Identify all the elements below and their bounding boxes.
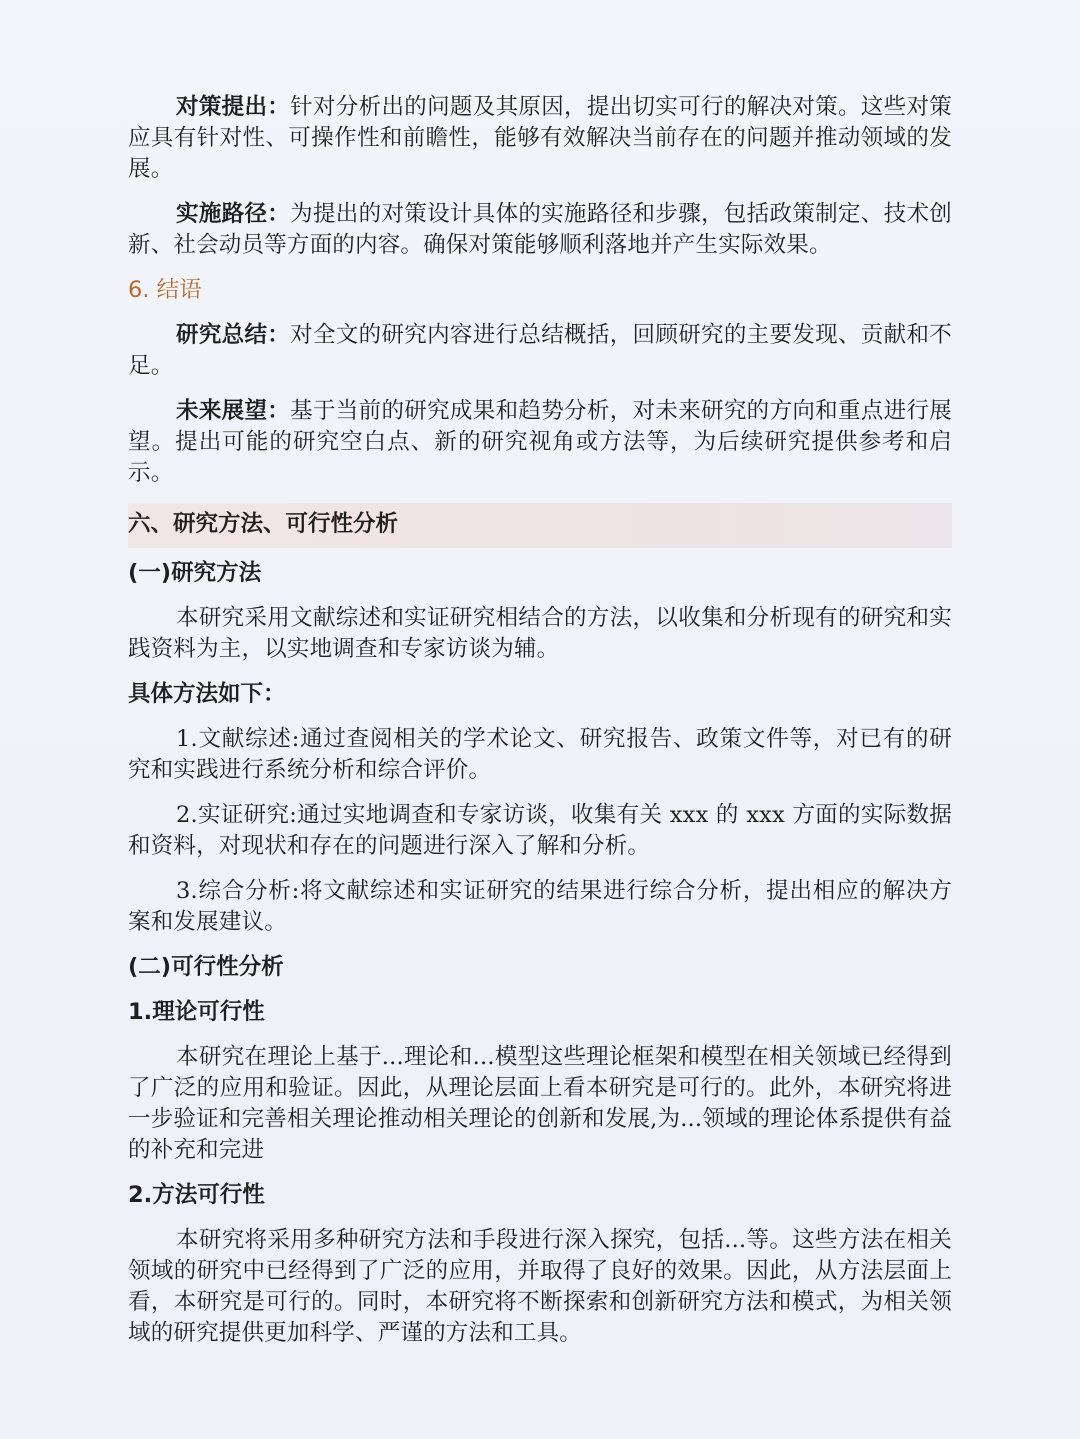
section-heading-methods-feasibility: 六、研究方法、可行性分析 (128, 503, 952, 548)
subheading-feasibility-analysis: (二)可行性分析 (128, 954, 284, 980)
paragraph-implementation-path (128, 199, 952, 261)
heading-theoretical-feasibility: 1.理论可行性 (128, 999, 265, 1025)
lead-future-outlook: 未来展望： (176, 398, 291, 424)
lead-countermeasures: 对策提出： (176, 94, 291, 120)
lead-implementation-path: 实施路径： (176, 201, 291, 227)
heading-specific-methods: 具体方法如下： (128, 681, 286, 707)
method-empirical-research: 2.实证研究:通过实地调查和专家访谈，收集有关 xxx 的 xxx 方面的实际数据和资料，对现状和存在的问题进行深入了解和分析。 (128, 802, 952, 859)
lead-research-summary: 研究总结： (176, 322, 291, 348)
method-comprehensive-analysis: 3.综合分析:将文献综述和实证研究的结果进行综合分析，提出相应的解决方案和发展建议。 (128, 878, 952, 935)
paragraph-theoretical-feasibility: 本研究在理论上基于...理论和...模型这些理论框架和模型在相关领域已经得到了广泛的应用和验证。因此，从理论层面上看本研究是可行的。此外，本研究将进一步验证和完善相关理论推动相关理论的创新和发展,为...领域的理论体系提供有益的补充和完进 (128, 1044, 952, 1163)
text-research-summary: 对全文的研究内容进行总结概括，回顾研究的主要发现、贡献和不足。 (128, 322, 952, 379)
text-countermeasures: 针对分析出的问题及其原因，提出切实可行的解决对策。这些对策应具有针对性、可操作性和前瞻性，能够有效解决当前存在的问题并推动领域的发展。 (128, 94, 952, 182)
text-future-outlook: 基于当前的研究成果和趋势分析，对未来研究的方向和重点进行展望。提出可能的研究空白点、新的研究视角或方法等，为后续研究提供参考和启示。 (128, 398, 952, 486)
paragraph-future-outlook (128, 396, 952, 489)
method-literature-review: 1.文献综述:通过查阅相关的学术论文、研究报告、政策文件等，对已有的研究和实践进行系统分析和综合评价。 (128, 726, 952, 783)
paragraph-countermeasures (128, 92, 952, 185)
subheading-research-methods: (一)研究方法 (128, 560, 262, 586)
text-implementation-path: 为提出的对策设计具体的实施路径和步骤，包括政策制定、技术创新、社会动员等方面的内容。确保对策能够顺利落地并产生实际效果。 (128, 201, 952, 258)
heading-method-feasibility: 2.方法可行性 (128, 1182, 265, 1208)
document-content (128, 92, 952, 1349)
paragraph-research-summary (128, 320, 952, 382)
paragraph-method-feasibility: 本研究将采用多种研究方法和手段进行深入探究，包括...等。这些方法在相关领域的研究中已经得到了广泛的应用，并取得了良好的效果。因此，从方法层面上看，本研究是可行的。同时，本研究将不断探索和创新研究方法和模式，为相关领域的研究提供更加科学、严谨的方法和工具。 (128, 1227, 952, 1346)
heading-conclusion: 6. 结语 (128, 277, 202, 303)
paragraph-methods-intro: 本研究采用文献综述和实证研究相结合的方法，以收集和分析现有的研究和实践资料为主，以实地调查和专家访谈为辅。 (128, 605, 952, 662)
